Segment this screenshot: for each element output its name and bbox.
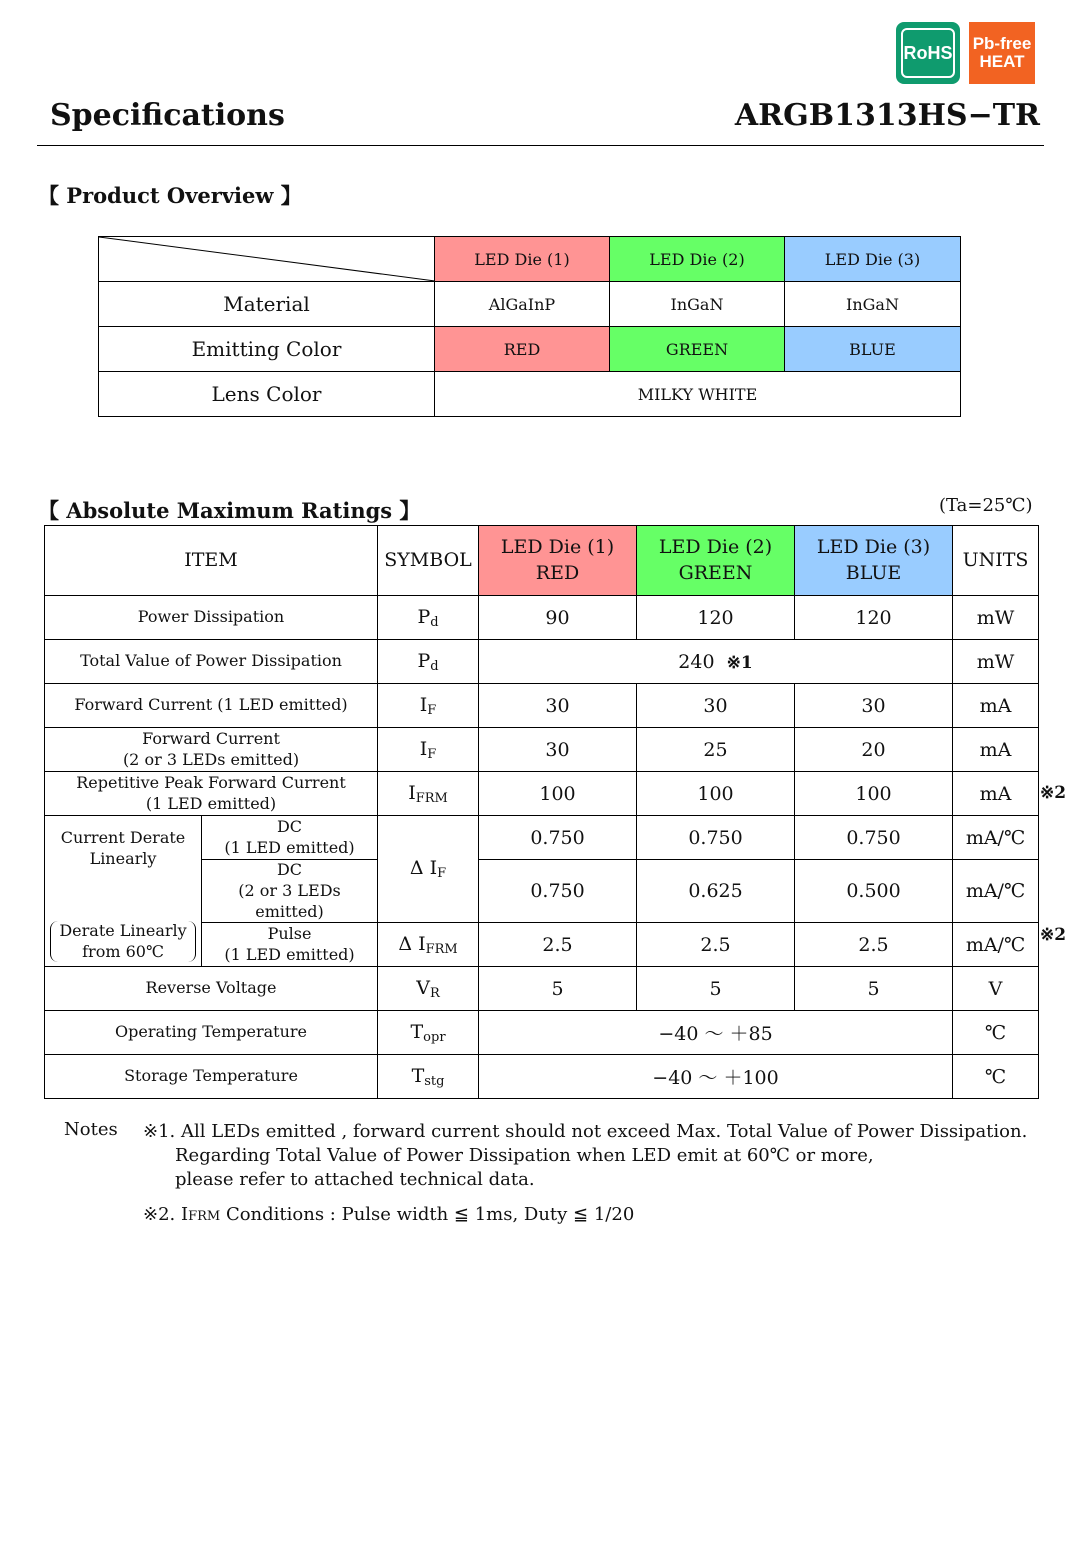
overview-cell: MILKY WHITE [435,372,961,417]
table-row: Forward Current (1 LED emitted) $I_F$ 30 30 30 mA [45,684,1039,728]
table-row: Current Derate Linearly Derate Linearly from 60℃ DC (1 LED emitted) Δ $I_F$ 0.750 0.750 0.750 mA/℃ [45,816,1039,860]
pbfree-heat-badge [969,22,1035,84]
overview-cell: GREEN [610,327,785,372]
rohs-badge [896,22,960,84]
overview-cell: InGaN [785,282,961,327]
table-row: Reverse Voltage $V_R$ 5 5 5 V [45,967,1039,1011]
table-row: Repetitive Peak Forward Current (1 LED emitted) $I_{FRM}$ 100 100 100 mA [45,772,1039,816]
overview-section-title: 【 Product Overview 】 [38,183,302,208]
absolute-max-ratings-table [44,525,1039,1099]
side-mark-pulse: ※2 [1040,925,1067,945]
table-row: DC (2 or 3 LEDs emitted) 0.750 0.625 0.500 mA/℃ [45,860,1039,923]
note-mark-1: ※1 [726,652,753,673]
overview-cell: RED [435,327,610,372]
overview-row-label: Lens Color [99,372,435,417]
overview-cell: InGaN [610,282,785,327]
model-number: ARGB1313HS−TR [734,98,1040,133]
derate-bracket: Derate Linearly from 60℃ [50,921,195,963]
note-1: ※1. All LEDs emitted , forward current should not exceed Max. Total Value of Power Dissipation. Regarding Total Value of Power Dissipation when LED emit at 60℃ or more, please refer to attached technical data. [143,1121,1028,1190]
overview-cell: BLUE [785,327,961,372]
notes-label: Notes [64,1119,118,1140]
ratings-section-title: 【 Absolute Maximum Ratings 】 [38,498,421,523]
header-item: ITEM [45,526,378,596]
table-row: Total Value of Power Dissipation $P_d$ 240 ※1 mW [45,640,1039,684]
header-units: UNITS [953,526,1039,596]
header-divider [37,145,1044,146]
ambient-condition: (Ta=25℃) [939,495,1033,516]
side-mark-rep-peak: ※2 [1040,783,1067,803]
rohs-label: RoHS [903,42,953,63]
header-die3: LED Die (3) BLUE [795,526,953,596]
header-symbol: SYMBOL [378,526,479,596]
overview-col-die3: LED Die (3) [785,237,961,282]
diagonal-header-cell [99,237,435,282]
product-overview-table [98,236,961,417]
overview-col-die2: LED Die (2) [610,237,785,282]
overview-row-label: Material [99,282,435,327]
overview-cell: AlGaInP [435,282,610,327]
table-row: Forward Current (2 or 3 LEDs emitted) $I_F$ 30 25 20 mA [45,728,1039,772]
derate-label-cell: Current Derate Linearly Derate Linearly from 60℃ [45,816,202,967]
table-row: Storage Temperature $T_{stg}$ −40 ～ ＋100 ℃ [45,1055,1039,1099]
header-die1: LED Die (1) RED [479,526,637,596]
table-row: Pulse (1 LED emitted) Δ $I_{FRM}$ 2.5 2.5 2.5 mA/℃ [45,923,1039,967]
heat-label: HEAT [979,52,1025,71]
table-row: Power Dissipation $P_d$ 90 120 120 mW [45,596,1039,640]
overview-row-label: Emitting Color [99,327,435,372]
note-2: ※2. IFRM Conditions : Pulse width ≦ 1ms, Duty ≦ 1/20 [143,1204,635,1225]
header-die2: LED Die (2) GREEN [637,526,795,596]
pbfree-label: Pb-free [972,34,1032,54]
overview-col-die1: LED Die (1) [435,237,610,282]
page-title: Specifications [50,98,285,133]
table-row: Operating Temperature $T_{opr}$ −40 ～ ＋85 ℃ [45,1011,1039,1055]
